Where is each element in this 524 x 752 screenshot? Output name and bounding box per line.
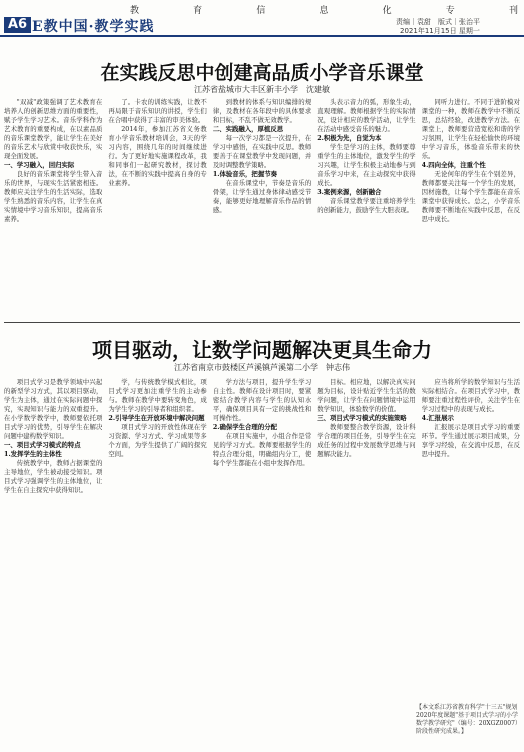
paragraph: "双减"政策强调了艺术教育在培养人的创新思维方面的重要性，赋予学生学习艺术。音乐学科作为艺术教育的重要构成，在以素品质的音乐课堂教学，能让学生在美好的音乐艺术与欣赏中收获快乐，实现全面发展。	[4, 98, 103, 160]
slogan-char: 育	[193, 6, 205, 16]
article1-title: 在实践反思中创建高品质小学音乐课堂	[100, 62, 424, 84]
paragraph: 良好的音乐课堂将学生带入音乐的世界，与现实生活紧密相连。教师应关注学生的生活实际，选取学生熟悉的音乐内容，让学生在真实情境中学习音乐知识，提高音乐素养。	[4, 170, 103, 223]
paragraph: 目标。相应地，以解决真实问题为目标，设计贴近学生生活的数学问题，让学生在问题情境中运用数学知识，体验数学的价值。	[317, 378, 416, 413]
section-title: E教中国·教学实践	[32, 19, 155, 35]
paragraph: 音乐课堂教学要注重培养学生的创新能力，鼓励学生大胆表现。	[317, 197, 416, 214]
paragraph: 每一次学习都是一次提升，在学习中感悟，在实践中反思。教师要善于在课堂教学中发现问题，并及时调整教学策略。	[212, 134, 312, 169]
subheading: 一、项目式学习模式的特点	[4, 441, 81, 449]
paragraph: 教师要整合教学资源，设计科学合理的项目任务，引导学生在完成任务的过程中发展数学思维与问题解决能力。	[317, 423, 416, 458]
paragraph: 在音乐课堂中，节奏是音乐的骨架，让学生通过身体律动感受节奏，能够更好地理解音乐作品的情感。	[212, 179, 312, 214]
fund-note: 【本文系江苏省教育科学"十三五"规划2020年度课题"基于项目式学习的小学数学教学研究"（编号：20XGZ0007）阶段性研究成果。】	[416, 704, 519, 735]
article1-col-3	[213, 98, 311, 316]
article2-col-3	[213, 378, 311, 700]
paragraph: 到教材的体系与知识编排的规律，及教材在各年段中的具体要求和目标，不乱不做无效教学。	[212, 98, 312, 124]
paragraph: 2014年，参加江苏省义务教育小学音乐教材培训会，3天的学习内容，围绕几年的时间继续进行。为了更好地实施课程改革，我和同事们一起研究教材，探讨教法，在不断的实践中提高自身的专业素养。	[108, 125, 207, 187]
paragraph: 同听力进行。不同于进阶模对课堂的一种，教师在教学中不断反思，总结经验，改进教学方法。在课堂上，教师要营造宽松和谐的学习氛围，让学生在轻松愉快的环境中学习音乐，体验音乐带来的快乐。	[421, 98, 521, 160]
slogan-char: 教	[130, 6, 142, 16]
paragraph: 学，与传统教学模式相比，项目式学习更加注重学生的主动参与。教师在教学中要转变角色，成为学生学习的引导者和组织者。	[108, 378, 207, 413]
paragraph: 无论何年的学生在个别差异，教师都要关注每一个学生的发展，因材施教，让每个学生都能在音乐课堂中获得成长。总之，小学音乐教师要不断地在实践中反思，在反思中成长。	[421, 170, 521, 223]
masthead	[0, 0, 524, 34]
article2-col-1	[4, 378, 102, 700]
article1-body	[4, 98, 520, 316]
date-line: 2021年11月15日 星期一	[400, 27, 480, 35]
subheading: 三、项目式学习模式的实施策略	[317, 414, 407, 422]
subheading: 4.汇报展示	[421, 414, 454, 422]
article2-col-5	[422, 378, 520, 700]
paragraph: 项目式学习的开放性体现在学习资源、学习方式、学习成果等多个方面，为学生提供了广阔的探究空间。	[108, 423, 207, 458]
paragraph: 学方法与项目，提升学生学习自主性。教师在设计项目时，要紧密结合教学内容与学生的认知水平，确保项目具有一定的挑战性和可操作性。	[212, 378, 312, 422]
paragraph: 头表示音力的弧，形象生动，直观理解。教师根据学生的实际情况，设计相应的教学活动，让学生在活动中感受音乐的魅力。	[317, 98, 416, 133]
article2-col-2	[108, 378, 206, 700]
subheading: 4.四向全体，注重个性	[421, 161, 486, 169]
masthead-slogan	[130, 3, 520, 16]
subheading: 2.积极为先，自觉为本	[317, 134, 382, 142]
paragraph: 项目式学习是教学领域中兴起的新型学习方式，其以项目驱动，学生为主体，通过在实际问题中探究，实现知识与能力的双重提升。在小学数学教学中，教师要依托项目式学习的优势，引导学生在解决问题中建构数学知识。	[4, 378, 103, 440]
editor-line: 责编｜袁甜 版式｜张治平	[396, 18, 480, 26]
article2-col-4	[317, 378, 415, 700]
slogan-char: 息	[319, 6, 331, 16]
paragraph: 在项目实施中，小组合作是常见的学习方式。教师要根据学生的特点合理分组，明确组内分工，使每个学生都能在小组中发挥作用。	[212, 432, 312, 467]
paragraph: 应当将所学的数学知识与生活实际相结合。在项目式学习中，教师要注重过程性评价，关注学生在学习过程中的表现与成长。	[421, 378, 521, 413]
article2-title: 项目驱动，让数学问题解决更具生命力	[92, 338, 432, 362]
article1-col-5	[422, 98, 520, 316]
slogan-char: 信	[256, 6, 268, 16]
masthead-rule	[0, 35, 524, 37]
subheading: 1.体验音乐，把握节奏	[212, 170, 277, 178]
article1-byline: 江苏省盐城市大丰区新丰小学 沈建敏	[194, 85, 330, 94]
subheading: 2.确保学生合理的分配	[212, 423, 277, 431]
subheading: 二、实践融入，厚植反思	[212, 125, 284, 133]
subheading: 1.发挥学生的主体性	[4, 450, 62, 458]
article1-col-4	[317, 98, 415, 316]
slogan-char: 化	[382, 6, 394, 16]
paragraph: 传统教学中，教师占据课堂的主导地位，学生被动接受知识。项目式学习强调学生的主体地位，让学生在自主探究中获得知识。	[4, 459, 103, 494]
subheading: 一、学习融入，回归实际	[4, 161, 75, 169]
article-divider	[4, 322, 520, 323]
article1-col-1	[4, 98, 102, 316]
subheading: 2.引导学生在开放环境中解决问题	[108, 414, 205, 422]
article2-byline: 江苏省南京市鼓楼区芦溪镇芦溪第二小学 钟志伟	[174, 363, 350, 372]
paragraph: 汇报展示是项目式学习的重要环节。学生通过展示项目成果，分享学习经验，在交流中反思，在反思中提升。	[421, 423, 521, 458]
paragraph: 学生是学习的主体，教师要尊重学生的主体地位，激发学生的学习兴趣，让学生积极主动地参与到音乐学习中来，在主动探究中获得成长。	[317, 143, 416, 187]
article2-body	[4, 378, 520, 700]
paragraph: 了。卡农的训练实践，让教不再局限于音乐知识的讲授，学生们在合唱中获得了丰富的审美体验。	[108, 98, 207, 124]
slogan-char: 刊	[508, 6, 520, 16]
slogan-char: 专	[445, 6, 457, 16]
subheading: 3.案例来源，创新融合	[317, 188, 382, 196]
article1-col-2	[108, 98, 206, 316]
page-number: A6	[4, 17, 31, 33]
